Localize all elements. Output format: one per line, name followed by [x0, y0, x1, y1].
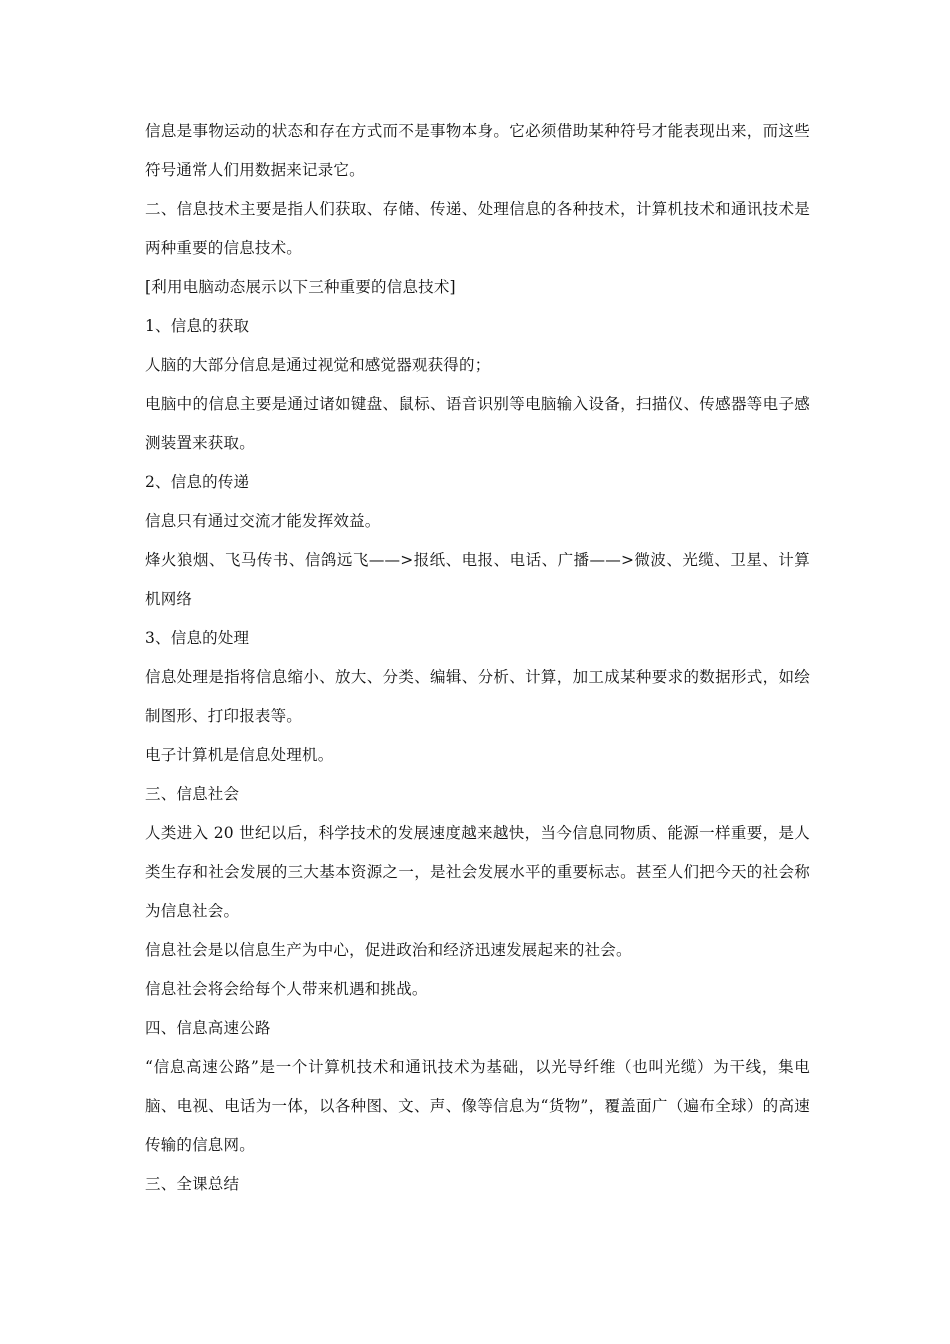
heading-info-society: 三、信息社会	[145, 785, 240, 803]
paragraph-info-technology: 二、信息技术主要是指人们获取、存储、传递、处理信息的各种技术，计算机技术和通讯技术是两种重要的信息技术。	[145, 200, 810, 257]
paragraph-human-brain: 人脑的大部分信息是通过视觉和感觉器观获得的；	[145, 356, 491, 374]
paragraph-opportunity: 信息社会将会给每个人带来机遇和挑战。	[145, 980, 428, 998]
heading-info-transmission: 2、信息的传递	[145, 473, 250, 491]
heading-info-highway: 四、信息高速公路	[145, 1019, 271, 1037]
paragraph-society-center: 信息社会是以信息生产为中心，促进政治和经济迅速发展起来的社会。	[145, 941, 632, 959]
paragraph-info-definition: 信息是事物运动的状态和存在方式而不是事物本身。它必须借助某种符号才能表现出来，而这些符号通常人们用数据来记录它。	[145, 122, 810, 179]
paragraph-demo-note: [利用电脑动态展示以下三种重要的信息技术]	[145, 278, 456, 296]
paragraph-20th-century: 人类进入 20 世纪以后，科学技术的发展速度越来越快，当今信息同物质、能源一样重要，是人类生存和社会发展的三大基本资源之一，是社会发展水平的重要标志。甚至人们把今天的社会称为信息社会。	[145, 824, 810, 920]
heading-info-acquisition: 1、信息的获取	[145, 317, 250, 335]
heading-info-processing: 3、信息的处理	[145, 629, 250, 647]
document-body	[145, 112, 810, 1204]
paragraph-highway-definition: “信息高速公路”是一个计算机技术和通讯技术为基础，以光导纤维（也叫光缆）为干线，集电脑、电视、电话为一体，以各种图、文、声、像等信息为“货物”，覆盖面广（遍布全球）的高速传输的信息网。	[145, 1058, 810, 1154]
heading-lesson-summary: 三、全课总结	[145, 1175, 240, 1193]
paragraph-transmission-history: 烽火狼烟、飞马传书、信鸽远飞——>报纸、电报、电话、广播——>微波、光缆、卫星、计算机网络	[145, 551, 810, 608]
paragraph-computer-input: 电脑中的信息主要是通过诸如键盘、鼠标、语音识别等电脑输入设备，扫描仪、传感器等电子感测装置来获取。	[145, 395, 810, 452]
paragraph-processing-definition: 信息处理是指将信息缩小、放大、分类、编辑、分析、计算，加工成某种要求的数据形式，如绘制图形、打印报表等。	[145, 668, 810, 725]
paragraph-computer-processor: 电子计算机是信息处理机。	[145, 746, 334, 764]
paragraph-communication: 信息只有通过交流才能发挥效益。	[145, 512, 381, 530]
